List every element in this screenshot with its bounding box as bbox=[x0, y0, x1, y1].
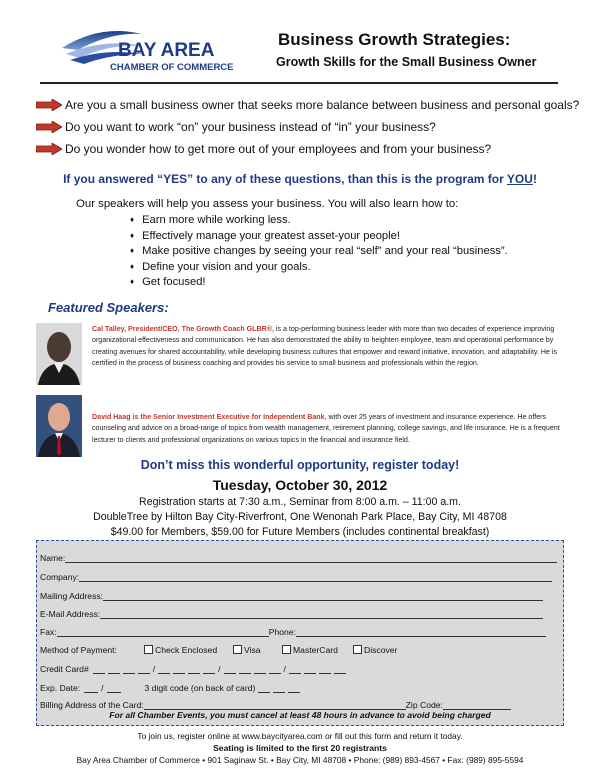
card-digit-input[interactable] bbox=[123, 664, 135, 674]
intro-text: Our speakers will help you assess your business. You will also learn how to: bbox=[76, 198, 459, 210]
fax-label: Fax: bbox=[40, 627, 57, 637]
company-input[interactable] bbox=[79, 572, 552, 582]
phone-label: Phone: bbox=[268, 627, 296, 637]
question-item bbox=[36, 142, 491, 156]
mailing-address-label: Mailing Address: bbox=[40, 591, 104, 601]
security-code-label: 3 digit code (on back of card) bbox=[144, 683, 256, 693]
mailing-address-input[interactable] bbox=[103, 591, 543, 601]
question-item bbox=[36, 98, 579, 112]
arrow-icon bbox=[36, 121, 62, 133]
event-price: $49.00 for Members, $59.00 for Future Members (includes continental breakfast) bbox=[110, 526, 490, 538]
mastercard-checkbox[interactable] bbox=[282, 645, 291, 654]
email-field[interactable] bbox=[40, 609, 543, 619]
zip-input[interactable] bbox=[443, 700, 511, 710]
billing-address-label: Billing Address of the Card: bbox=[40, 700, 144, 710]
check-enclosed-checkbox[interactable] bbox=[144, 645, 153, 654]
register-callout: Don’t miss this wonderful opportunity, register today! bbox=[140, 458, 460, 472]
separator: / bbox=[101, 683, 104, 693]
card-digit-input[interactable] bbox=[304, 664, 316, 674]
event-date: Tuesday, October 30, 2012 bbox=[212, 477, 388, 493]
discover-checkbox[interactable] bbox=[353, 645, 362, 654]
payment-method-row bbox=[40, 645, 397, 655]
email-label: E-Mail Address: bbox=[40, 609, 101, 619]
separator: / bbox=[283, 664, 286, 674]
card-digit-input[interactable] bbox=[239, 664, 251, 674]
company-field[interactable] bbox=[40, 572, 552, 582]
visa-label: Visa bbox=[244, 645, 261, 655]
speaker-bio bbox=[92, 412, 562, 446]
zip-label: Zip Code: bbox=[405, 700, 443, 710]
registration-time: Registration starts at 7:30 a.m., Seminar from 8:00 a.m. – 11:00 a.m. bbox=[139, 496, 461, 508]
list-item: ♦ Get focused! bbox=[130, 276, 508, 292]
question-item bbox=[36, 120, 436, 134]
list-item: ♦ Earn more while working less. bbox=[130, 214, 508, 230]
yes-callout bbox=[38, 172, 562, 186]
card-digit-input[interactable] bbox=[158, 664, 170, 674]
exp-date-label: Exp. Date: bbox=[40, 683, 81, 693]
yes-callout-text: If you answered “YES” to any of these questions, than this is the program for bbox=[63, 172, 507, 186]
name-label: Name: bbox=[40, 553, 66, 563]
yes-callout-end: ! bbox=[532, 172, 537, 186]
company-label: Company: bbox=[40, 572, 80, 582]
page-title: Business Growth Strategies: bbox=[278, 30, 511, 49]
payment-method-label: Method of Payment: bbox=[40, 645, 117, 655]
fax-input[interactable] bbox=[57, 627, 269, 637]
page-subtitle: Growth Skills for the Small Business Owner bbox=[276, 55, 537, 69]
phone-input[interactable] bbox=[296, 627, 546, 637]
email-input[interactable] bbox=[100, 609, 543, 619]
credit-card-label: Credit Card# bbox=[40, 664, 89, 674]
card-digit-input[interactable] bbox=[254, 664, 266, 674]
benefit-list bbox=[130, 214, 508, 292]
card-digit-input[interactable] bbox=[138, 664, 150, 674]
exp-month-input[interactable] bbox=[84, 683, 98, 693]
chamber-logo bbox=[60, 20, 240, 80]
speaker-bio bbox=[92, 324, 562, 369]
card-digit-input[interactable] bbox=[188, 664, 200, 674]
speaker-name: David Haag is the Senior Investment Executive for Independent Bank bbox=[92, 413, 325, 421]
yes-callout-you: YOU bbox=[506, 172, 533, 186]
fax-phone-row bbox=[40, 627, 546, 637]
card-digit-input[interactable] bbox=[93, 664, 105, 674]
question-text: Do you want to work “on” your business instead of “in” your business? bbox=[65, 120, 436, 134]
cancellation-policy: For all Chamber Events, you must cancel at least 48 hours in advance to avoid being charged bbox=[109, 710, 491, 720]
arrow-icon bbox=[36, 99, 62, 111]
speaker-bio-text: , with over 25 years of investment and insurance experience. He offers counseling and advice on a broad-range of topics from wealth management, retirement planning, college savings, and life insurance. He is a frequent lecturer to clients and professional organizations on various topics in the financial and insurance field. bbox=[92, 413, 560, 444]
featured-speakers-heading: Featured Speakers: bbox=[48, 300, 169, 315]
expiry-row bbox=[40, 683, 300, 693]
card-digit-input[interactable] bbox=[108, 664, 120, 674]
separator: / bbox=[152, 664, 156, 674]
list-item: ♦ Effectively manage your greatest asset-your people! bbox=[130, 230, 508, 246]
security-code-input[interactable] bbox=[258, 683, 270, 693]
visa-checkbox[interactable] bbox=[233, 645, 242, 654]
name-field[interactable] bbox=[40, 553, 557, 563]
arrow-icon bbox=[36, 143, 62, 155]
mastercard-label: MasterCard bbox=[293, 645, 338, 655]
credit-card-row bbox=[40, 664, 346, 674]
question-text: Are you a small business owner that seeks more balance between business and personal goals? bbox=[65, 98, 580, 112]
speaker-name: Cal Talley, President/CEO, The Growth Coach GLBR® bbox=[92, 325, 272, 333]
join-instructions: To join us, register online at www.baycityarea.com or fill out this form and return it today. bbox=[137, 731, 463, 741]
exp-year-input[interactable] bbox=[107, 683, 121, 693]
footer-contact: Bay Area Chamber of Commerce • 901 Saginaw St. • Bay City, MI 48708 • Phone: (989) 893-4567 • Fax: (989) 895-5594 bbox=[76, 755, 524, 765]
speaker-photo bbox=[36, 395, 82, 457]
card-digit-input[interactable] bbox=[173, 664, 185, 674]
logo-wordmark: BAY AREA bbox=[118, 40, 215, 61]
event-venue: DoubleTree by Hilton Bay City-Riverfront, One Wenonah Park Place, Bay City, MI 48708 bbox=[93, 511, 507, 523]
separator: / bbox=[218, 664, 221, 674]
billing-address-input[interactable] bbox=[144, 700, 406, 710]
card-digit-input[interactable] bbox=[224, 664, 236, 674]
speaker-bio-text: , is a top-performing business leader with more than two decades of experience improving organizational effectiveness and communication. He has also demonstrated the ability to heighten employee, team and operational performance by creating avenues for shared accountability, while developing business cultures that empower and reward initiative, innovation, and adaptability. He is certified in the process of business coaching and provides his service to small business and professionals within the region. bbox=[92, 325, 558, 367]
question-text: Do you wonder how to get more out of your employees and from your business? bbox=[65, 142, 492, 156]
billing-row bbox=[40, 700, 511, 710]
discover-label: Discover bbox=[364, 645, 398, 655]
list-item: ♦ Make positive changes by seeing your real “self” and your real “business”. bbox=[130, 245, 508, 261]
mailing-address-field[interactable] bbox=[40, 591, 543, 601]
card-digit-input[interactable] bbox=[334, 664, 346, 674]
list-item: ♦ Define your vision and your goals. bbox=[130, 261, 508, 277]
card-digit-input[interactable] bbox=[289, 664, 301, 674]
header-divider bbox=[40, 82, 558, 84]
name-input[interactable] bbox=[65, 553, 557, 563]
security-code-input[interactable] bbox=[273, 683, 285, 693]
card-digit-input[interactable] bbox=[203, 664, 215, 674]
security-code-input[interactable] bbox=[288, 683, 300, 693]
seating-notice: Seating is limited to the first 20 registrants bbox=[213, 743, 387, 753]
card-digit-input[interactable] bbox=[269, 664, 281, 674]
logo-tagline: CHAMBER OF COMMERCE bbox=[110, 62, 234, 73]
check-enclosed-label: Check Enclosed bbox=[155, 645, 218, 655]
card-digit-input[interactable] bbox=[319, 664, 331, 674]
speaker-photo bbox=[36, 323, 82, 385]
